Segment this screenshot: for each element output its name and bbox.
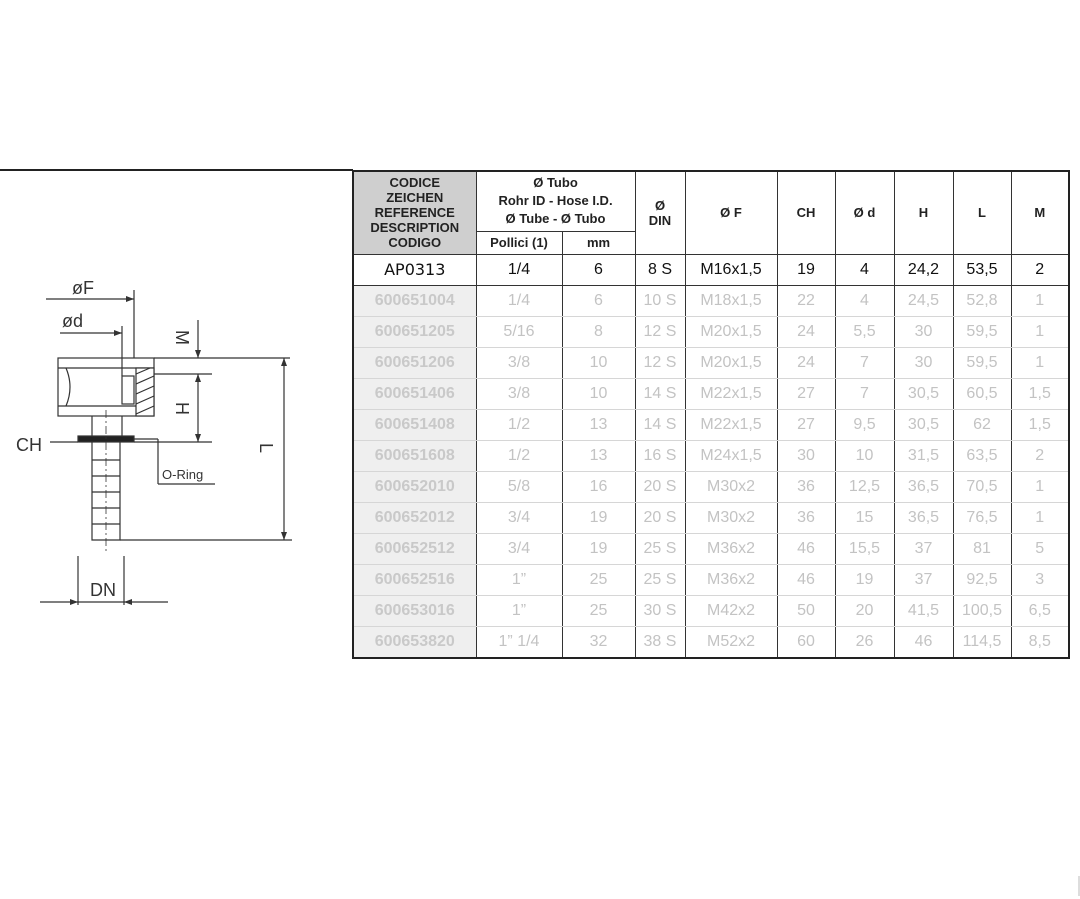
cell-mm: 19	[562, 502, 635, 533]
cell-pollici: 3/4	[476, 502, 562, 533]
cell-f: M30x2	[685, 471, 777, 502]
header-d: Ø d	[835, 171, 894, 254]
cell-din: 16 S	[635, 440, 685, 471]
cell-h: 37	[894, 564, 953, 595]
table-row	[353, 502, 1069, 533]
label-CH: CH	[16, 435, 42, 455]
table-row	[353, 595, 1069, 626]
cell-m: 1,5	[1011, 409, 1069, 440]
cell-h: 24,2	[894, 254, 953, 285]
cell-pollici: 1” 1/4	[476, 626, 562, 658]
cell-l: 114,5	[953, 626, 1011, 658]
cell-pollici: 1/2	[476, 409, 562, 440]
cell-ch: 46	[777, 564, 835, 595]
cell-mm: 19	[562, 533, 635, 564]
table-row	[353, 316, 1069, 347]
cell-d: 19	[835, 564, 894, 595]
cell-d: 15	[835, 502, 894, 533]
cell-m: 1	[1011, 471, 1069, 502]
cell-f: M20x1,5	[685, 347, 777, 378]
cell-d: 15,5	[835, 533, 894, 564]
cell-din: 10 S	[635, 285, 685, 316]
cell-mm: 6	[562, 254, 635, 285]
cell-h: 30	[894, 316, 953, 347]
cell-h: 24,5	[894, 285, 953, 316]
cell-ch: 60	[777, 626, 835, 658]
cell-d: 10	[835, 440, 894, 471]
cell-ch: 19	[777, 254, 835, 285]
cell-l: 70,5	[953, 471, 1011, 502]
cell-pollici: 1”	[476, 595, 562, 626]
cell-l: 60,5	[953, 378, 1011, 409]
header-tubo-line2: Rohr ID - Hose I.D.	[498, 193, 613, 209]
header-tubo	[476, 171, 635, 231]
cell-m: 1	[1011, 502, 1069, 533]
cell-d: 7	[835, 378, 894, 409]
cell-d: 26	[835, 626, 894, 658]
cell-mm: 10	[562, 347, 635, 378]
cell-d: 7	[835, 347, 894, 378]
cell-m: 1,5	[1011, 378, 1069, 409]
cell-code: 600652010	[353, 471, 476, 502]
header-din-line1: Ø	[654, 197, 666, 213]
label-L: L	[256, 443, 276, 454]
table-row	[353, 471, 1069, 502]
cell-pollici: 5/8	[476, 471, 562, 502]
cell-mm: 10	[562, 378, 635, 409]
cell-l: 76,5	[953, 502, 1011, 533]
cell-din: 14 S	[635, 378, 685, 409]
header-code-line1: CODICE	[389, 175, 441, 191]
cell-ch: 36	[777, 471, 835, 502]
header-l: L	[953, 171, 1011, 254]
cell-mm: 8	[562, 316, 635, 347]
cell-din: 25 S	[635, 533, 685, 564]
cell-m: 1	[1011, 347, 1069, 378]
cell-h: 30	[894, 347, 953, 378]
cell-ch: 46	[777, 533, 835, 564]
cell-m: 3	[1011, 564, 1069, 595]
label-phid: ød	[62, 311, 84, 331]
label-phiF: øF	[72, 278, 94, 298]
cell-h: 31,5	[894, 440, 953, 471]
cell-din: 38 S	[635, 626, 685, 658]
cell-code: 600652516	[353, 564, 476, 595]
cell-code: 600652512	[353, 533, 476, 564]
cell-ch: 30	[777, 440, 835, 471]
cell-code: 600651408	[353, 409, 476, 440]
cell-l: 59,5	[953, 347, 1011, 378]
cell-m: 8,5	[1011, 626, 1069, 658]
cell-f: M36x2	[685, 564, 777, 595]
top-rule	[0, 169, 353, 171]
cell-code: 600651206	[353, 347, 476, 378]
cell-f: M24x1,5	[685, 440, 777, 471]
cell-din: 14 S	[635, 409, 685, 440]
cell-din: 30 S	[635, 595, 685, 626]
cell-l: 52,8	[953, 285, 1011, 316]
cell-mm: 16	[562, 471, 635, 502]
cell-pollici: 1/4	[476, 285, 562, 316]
header-code	[353, 171, 476, 254]
header-code-line2: ZEICHEN	[386, 190, 444, 206]
cell-ch: 22	[777, 285, 835, 316]
cell-ch: 24	[777, 347, 835, 378]
header-din	[635, 171, 685, 254]
cell-pollici: 3/8	[476, 378, 562, 409]
fitting-drawing-svg	[0, 270, 340, 620]
cell-mm: 13	[562, 409, 635, 440]
cell-h: 30,5	[894, 378, 953, 409]
header-f: Ø F	[685, 171, 777, 254]
cell-ch: 36	[777, 502, 835, 533]
table-row	[353, 533, 1069, 564]
header-ch: CH	[777, 171, 835, 254]
cell-ch: 27	[777, 409, 835, 440]
cell-l: 92,5	[953, 564, 1011, 595]
cell-code: 600653016	[353, 595, 476, 626]
cell-mm: 13	[562, 440, 635, 471]
cell-din: 8 S	[635, 254, 685, 285]
header-mm: mm	[562, 231, 635, 254]
spec-table	[352, 170, 1070, 659]
cell-pollici: 1”	[476, 564, 562, 595]
cell-din: 25 S	[635, 564, 685, 595]
table-row	[353, 409, 1069, 440]
label-H: H	[172, 402, 192, 415]
table-row	[353, 564, 1069, 595]
cell-h: 46	[894, 626, 953, 658]
cell-mm: 6	[562, 285, 635, 316]
cell-l: 100,5	[953, 595, 1011, 626]
cell-code: 600653820	[353, 626, 476, 658]
cell-code: 600651406	[353, 378, 476, 409]
cell-pollici: 3/4	[476, 533, 562, 564]
cell-ch: 27	[777, 378, 835, 409]
label-DN: DN	[90, 580, 116, 600]
table-row	[353, 378, 1069, 409]
cell-din: 20 S	[635, 471, 685, 502]
cell-d: 9,5	[835, 409, 894, 440]
cell-pollici: 1/4	[476, 254, 562, 285]
cell-pollici: 5/16	[476, 316, 562, 347]
cell-ch: 24	[777, 316, 835, 347]
table-row	[353, 347, 1069, 378]
cell-f: M20x1,5	[685, 316, 777, 347]
header-tubo-line3: Ø Tube - Ø Tubo	[505, 211, 606, 227]
cell-f: M36x2	[685, 533, 777, 564]
cell-f: M52x2	[685, 626, 777, 658]
cell-d: 12,5	[835, 471, 894, 502]
label-oring: O-Ring	[162, 467, 204, 482]
cell-code: 600651608	[353, 440, 476, 471]
cell-m: 6,5	[1011, 595, 1069, 626]
header-din-line2: DIN	[648, 212, 672, 228]
cell-d: 4	[835, 285, 894, 316]
cell-f: M18x1,5	[685, 285, 777, 316]
cell-f: M30x2	[685, 502, 777, 533]
cell-f: M22x1,5	[685, 378, 777, 409]
fitting-drawing	[0, 270, 340, 620]
cell-d: 5,5	[835, 316, 894, 347]
cell-mm: 32	[562, 626, 635, 658]
header-tubo-line1: Ø Tubo	[533, 175, 578, 191]
spec-table-body	[353, 254, 1069, 658]
header-code-line5: CODIGO	[388, 235, 442, 251]
table-row	[353, 626, 1069, 658]
header-code-line4: DESCRIPTION	[370, 220, 460, 236]
cell-mm: 25	[562, 564, 635, 595]
cell-code: AP0313	[353, 254, 476, 285]
cell-din: 12 S	[635, 316, 685, 347]
cell-m: 1	[1011, 316, 1069, 347]
header-code-line3: REFERENCE	[374, 205, 455, 221]
cell-code: 600651205	[353, 316, 476, 347]
cell-l: 63,5	[953, 440, 1011, 471]
table-row	[353, 254, 1069, 285]
cell-din: 12 S	[635, 347, 685, 378]
cell-m: 2	[1011, 254, 1069, 285]
cell-m: 1	[1011, 285, 1069, 316]
table-row	[353, 440, 1069, 471]
cell-h: 37	[894, 533, 953, 564]
cell-h: 36,5	[894, 502, 953, 533]
cell-mm: 25	[562, 595, 635, 626]
cell-m: 2	[1011, 440, 1069, 471]
cell-l: 62	[953, 409, 1011, 440]
cell-l: 53,5	[953, 254, 1011, 285]
cell-m: 5	[1011, 533, 1069, 564]
label-M: M	[172, 330, 192, 345]
cell-pollici: 3/8	[476, 347, 562, 378]
header-pollici: Pollici (1)	[476, 231, 562, 254]
table-row	[353, 285, 1069, 316]
cell-code: 600652012	[353, 502, 476, 533]
cell-h: 41,5	[894, 595, 953, 626]
header-h: H	[894, 171, 953, 254]
cell-din: 20 S	[635, 502, 685, 533]
cell-d: 20	[835, 595, 894, 626]
cell-h: 30,5	[894, 409, 953, 440]
cell-code: 600651004	[353, 285, 476, 316]
cell-f: M22x1,5	[685, 409, 777, 440]
cell-f: M16x1,5	[685, 254, 777, 285]
cell-f: M42x2	[685, 595, 777, 626]
cell-h: 36,5	[894, 471, 953, 502]
header-m: M	[1011, 171, 1069, 254]
cell-d: 4	[835, 254, 894, 285]
cell-ch: 50	[777, 595, 835, 626]
cell-l: 81	[953, 533, 1011, 564]
cell-pollici: 1/2	[476, 440, 562, 471]
cell-l: 59,5	[953, 316, 1011, 347]
